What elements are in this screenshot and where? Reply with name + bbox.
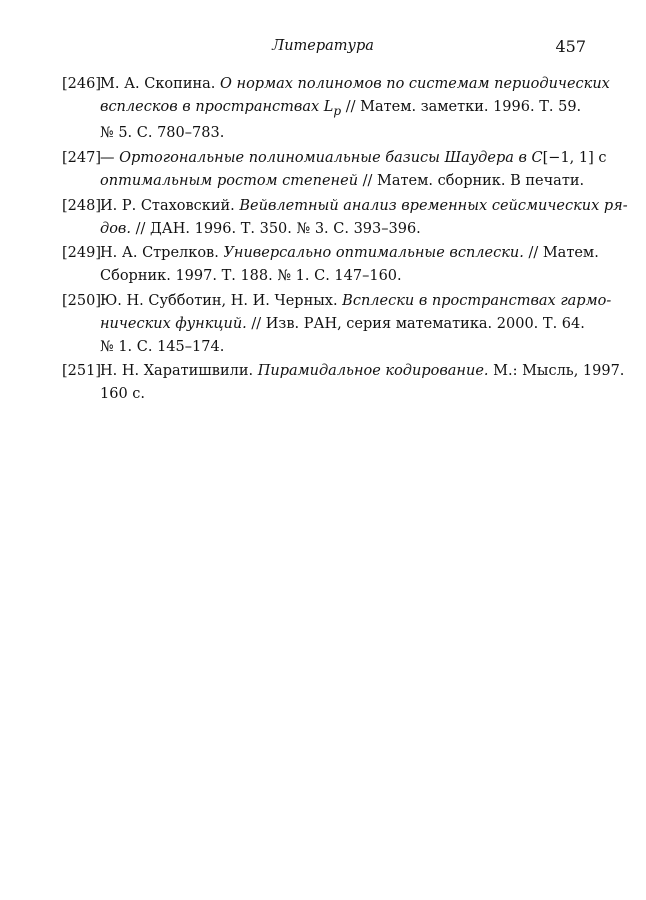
- reference-line: [100, 96, 590, 123]
- reference-source: М.: Мысль, 1997.: [488, 363, 625, 380]
- reference-text: Ю. Н. Субботин, Н. И. Черных.: [100, 293, 343, 310]
- reference-line: [100, 242, 599, 265]
- reference-number: [247]: [62, 150, 101, 167]
- reference-number: [246]: [62, 76, 101, 92]
- reference-item: [62, 290, 612, 358]
- reference-text: Сборник. 1997. Т. 188. № 1. С. 147–160.: [100, 268, 402, 285]
- reference-item: [62, 147, 607, 193]
- reference-number: [249]: [62, 245, 101, 262]
- reference-line: [100, 290, 612, 313]
- reference-title: О нормах полиномов по системам периодических: [220, 76, 610, 92]
- reference-text: И. Р. Стаховский.: [100, 197, 240, 214]
- reference-item: [62, 73, 610, 145]
- reference-line: [100, 336, 590, 359]
- reference-title: оптимальным ростом степеней: [100, 173, 359, 190]
- page-number: 457: [555, 37, 586, 56]
- reference-source: [−1, 1] с: [542, 150, 607, 167]
- reference-text: Н. Н. Харатишвили.: [100, 363, 258, 380]
- reference-title: нических функций.: [100, 315, 247, 332]
- reference-title: Вейвлетный анализ временных сейсмических ря-: [239, 197, 628, 214]
- reference-source: // Матем.: [523, 245, 599, 262]
- reference-source: // Матем. сборник. В печати.: [358, 173, 585, 190]
- reference-title: всплесков в пространствах L: [100, 98, 334, 115]
- reference-text: —: [100, 150, 120, 167]
- reference-line: [100, 73, 610, 96]
- reference-number: [248]: [62, 197, 101, 214]
- reference-line: [100, 147, 607, 170]
- reference-line: [100, 265, 590, 288]
- reference-title: Всплески в пространствах гармо-: [342, 293, 612, 310]
- reference-line: [100, 313, 590, 336]
- reference-line: [100, 360, 625, 383]
- reference-source: // Матем. заметки. 1996. Т. 59.: [341, 98, 582, 115]
- running-title: Литература: [272, 38, 374, 54]
- reference-text: № 1. С. 145–174.: [100, 338, 225, 355]
- reference-line: [100, 122, 590, 145]
- reference-item: [62, 195, 628, 241]
- page-header: [0, 38, 646, 60]
- reference-line: [100, 383, 590, 406]
- reference-item: [62, 242, 599, 288]
- reference-title: Ортогональные полиномиальные базисы Шаудера в C: [119, 150, 543, 167]
- reference-title: Пирамидальное кодирование.: [257, 363, 489, 380]
- reference-item: [62, 360, 625, 406]
- reference-source: // ДАН. 1996. Т. 350. № 3. С. 393–396.: [130, 220, 421, 237]
- reference-title: дов.: [100, 220, 131, 237]
- reference-line: [100, 170, 590, 193]
- subscript: p: [333, 103, 342, 118]
- reference-text: М. А. Скопина.: [100, 76, 221, 92]
- reference-number: [251]: [62, 363, 101, 380]
- reference-line: [100, 218, 590, 241]
- reference-text: 160 с.: [100, 386, 146, 403]
- reference-title: Универсально оптимальные всплески.: [223, 245, 524, 262]
- reference-source: // Изв. РАН, серия математика. 2000. Т. 64.: [246, 315, 585, 332]
- reference-line: [100, 195, 628, 218]
- reference-list: [62, 73, 628, 408]
- reference-number: [250]: [62, 293, 101, 310]
- reference-text: Н. А. Стрелков.: [100, 245, 224, 262]
- reference-text: № 5. С. 780–783.: [100, 125, 225, 142]
